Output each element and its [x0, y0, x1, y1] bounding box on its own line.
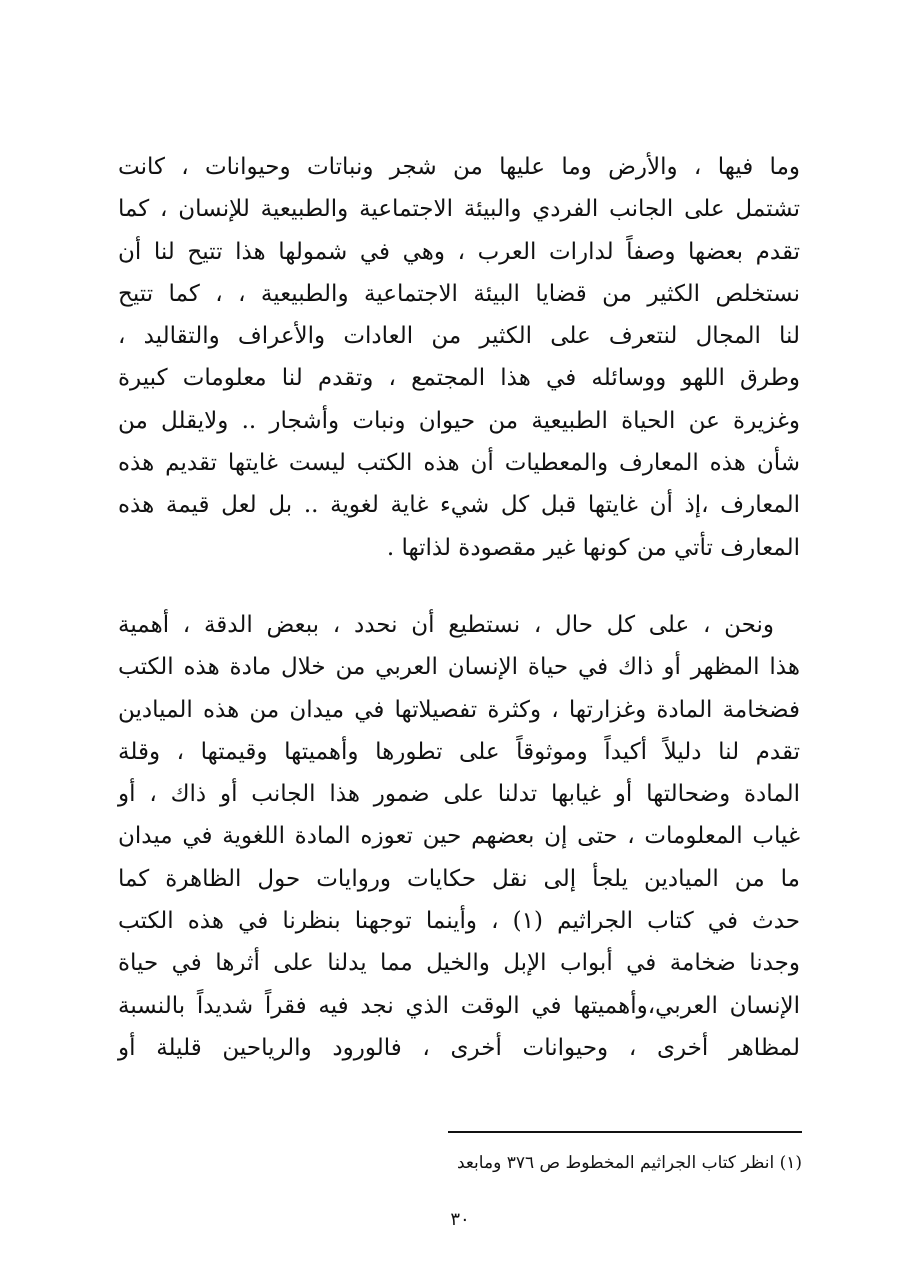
text-line: الإنسان العربي،وأهميتها في الوقت الذي نجد فيه فقراً شديداً بالنسبة [118, 992, 800, 1019]
page-number: ٣٠ [450, 1209, 470, 1230]
footnote: (١) انظر كتاب الجراثيم المخطوط ص ٣٧٦ ومابعد [456, 1153, 802, 1173]
text-line: تقدم لنا دليلاً أكيداً وموثوقاً على تطورها وأهميتها وقيمتها ، وقلة [118, 738, 800, 765]
text-line: ما من الميادين يلجأ إلى نقل حكايات وروايات حول الظاهرة كما [118, 865, 800, 892]
text-line: نستخلص الكثير من قضايا البيئة الاجتماعية والطبيعية ، ، كما تتيح [118, 280, 800, 307]
text-line: حدث في كتاب الجراثيم (١) ، وأينما توجهنا بنظرنا في هذه الكتب [118, 908, 800, 935]
text-line: لمظاهر أخرى ، وحيوانات أخرى ، فالورود والرياحين قليلة أو [118, 1034, 800, 1061]
footnote-divider [448, 1131, 802, 1133]
text-line: تقدم بعضها وصفاً لدارات العرب ، وهي في شمولها هذا تتيح لنا أن [118, 238, 800, 265]
text-line: شأن هذه المعارف والمعطيات أن هذه الكتب ليست غايتها تقديم هذه [118, 450, 800, 477]
text-line: وطرق اللهو ووسائله في هذا المجتمع ، وتقدم لنا معلومات كبيرة [118, 365, 800, 392]
text-line: المعارف ،إذ أن غايتها قبل كل شيء غاية لغوية .. بل لعل قيمة هذه [118, 492, 800, 519]
text-line: ونحن ، على كل حال ، نستطيع أن نحدد ، ببعض الدقة ، أهمية [118, 612, 774, 638]
text-line: المادة وضحالتها أو غيابها تدلنا على ضمور هذا الجانب أو ذاك ، أو [118, 781, 800, 808]
paragraph-1 [118, 146, 800, 569]
text-line: وجدنا ضخامة في أبواب الإبل والخيل مما يدلنا على أثرها في حياة [118, 950, 800, 977]
text-line: المعارف تأتي من كونها غير مقصودة لذاتها . [386, 534, 800, 561]
text-line: فضخامة المادة وغزارتها ، وكثرة تفصيلاتها في ميدان من هذه الميادين [118, 696, 800, 723]
text-line: غياب المعلومات ، حتى إن بعضهم حين تعوزه المادة اللغوية في ميدان [118, 823, 800, 850]
text-line: تشتمل على الجانب الفردي والبيئة الاجتماعية والطبيعية للإنسان ، كما [118, 196, 800, 223]
text-line: وغزيرة عن الحياة الطبيعية من حيوان ونبات وأشجار .. ولايقلل من [118, 407, 800, 434]
text-line: هذا المظهر أو ذاك في حياة الإنسان العربي من خلال مادة هذه الكتب [118, 654, 800, 681]
paragraph-2 [118, 604, 800, 1069]
text-line: لنا المجال لنتعرف على الكثير من العادات والأعراف والتقاليد ، [118, 323, 800, 350]
text-line: وما فيها ، والأرض وما عليها من شجر ونباتات وحيوانات ، كانت [118, 154, 800, 180]
